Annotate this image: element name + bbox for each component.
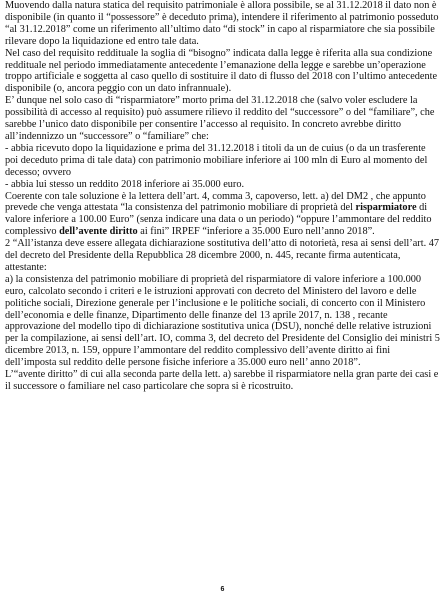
dm2-bold-risparmiatore: risparmiatore — [355, 202, 417, 214]
list-item-titoli: - abbia ricevuto dopo la liquidazione e prima del 31.12.2018 i titoli da un de cuius (o da un trasferente poi deceduto prima di tale data) con patrimonio mobiliare inferiore ai 100 mln di Euro al momento del decesso; ovvero — [5, 142, 428, 178]
footnote-closing: L’“avente diritto” di cui alla seconda parte della lett. a) sarebbe il risparmiatore nella gran parte dei casi e il successore o familiare nel caso particolare che sopra si è ricostruito. — [5, 369, 439, 392]
footnote — [5, 238, 441, 274]
list-item-reddito: - abbia lui stesso un reddito 2018 inferiore ai 35.000 euro. — [5, 178, 245, 190]
dm2-text-1: Coerente con tale soluzione è la lettera dell’art. 4, comma 3, capoverso, lett. a) del DM2 , che appunto prevede che venga attestata “la consistenza del patrimonio mobiliare di proprietà del — [5, 190, 426, 214]
paragraph-reddituale: Nel caso del requisito reddituale la soglia di “bisogno” indicata dalla legge è riferita alla sua condizione reddituale nel periodo immediatamente antecedente l’emanazione della legge e sarebbe un’operazione troppo artificiale e soggetta al caso quello di sostituire il dato di flusso del 2018 con l’ultimo antecedente disponibile (o, ancora peggio con un dato infrannuale). — [5, 47, 438, 95]
page-number: 6 — [220, 586, 225, 593]
footnote-number: 2 — [5, 238, 11, 250]
paragraph-successore: E’ dunque nel solo caso di “risparmiatore” morto prima del 31.12.2018 che (salvo voler escludere la possibilità di accesso al requisito) può assumere rilievo il reddito del “successore” o del “familiare”, che sarebbe l’unico dato disponibile per consentire l’accesso al requisito. In concreto avrebbe diritto all’indennizzo un “successore” o “familiare” che: — [5, 95, 435, 142]
body-text — [5, 0, 441, 393]
paragraph-dm2 — [5, 191, 441, 239]
footnote-text: “All’istanza deve essere allegata dichiarazione sostitutiva dell’atto di notorietà, resa ai sensi dell’art. 47 del decreto del Presidente della Repubblica 28 dicembre 2000, n. 445, recante firma autenticata, attestante: — [5, 238, 440, 273]
dm2-bold-avente-diritto: dell’avente diritto — [59, 226, 138, 238]
dm2-text-3: ai fini” IRPEF “inferiore a 35.000 Euro nell’anno 2018”. — [137, 226, 375, 238]
dm2-text-2: di valore inferiore a 100.00 Euro” (senza indicare una data o un periodo) “oppure l’ammontare del reddito complessivo — [5, 202, 432, 238]
footnote-item-a: a) la consistenza del patrimonio mobiliare di proprietà del risparmiatore di valore inferiore a 100.000 euro, calcolato secondo i criteri e le istruzioni approvati con decreto del Ministero del lavoro e delle politiche sociali, Direzione generale per l’inclusione e le politiche sociali, di concerto con il Ministero dell’economia e delle finanze, Dipartimento delle finanze del 13 aprile 2017, n. 138 , recante approvazione del modello tipo di dichiarazione sostitutiva unica (DSU), nonché delle relative istruzioni per la compilazione, ai sensi dell’art. IO, comma 3, del decreto del Presidente del Consiglio dei ministri 5 dicembre 2013, n. 159, oppure l’ammontare del reddito complessivo dell’avente diritto ai fini dell’imposta sul reddito delle persone fisiche inferiore a 35.000 euro nell’ anno 2018”. — [5, 273, 440, 369]
paragraph-patrimoniale: Muovendo dalla natura statica del requisito patrimoniale è allora possibile, se al 31.12.2018 il dato non è disponibile (in quanto il “possessore” è deceduto prima), intendere il riferimento al patrimonio posseduto “al 31.12.2018” come un riferimento all’ultimo dato “di stock” in capo al risparmiatore che sia possibile rilevare dopo la liquidazione ed entro tale data. — [5, 0, 439, 47]
